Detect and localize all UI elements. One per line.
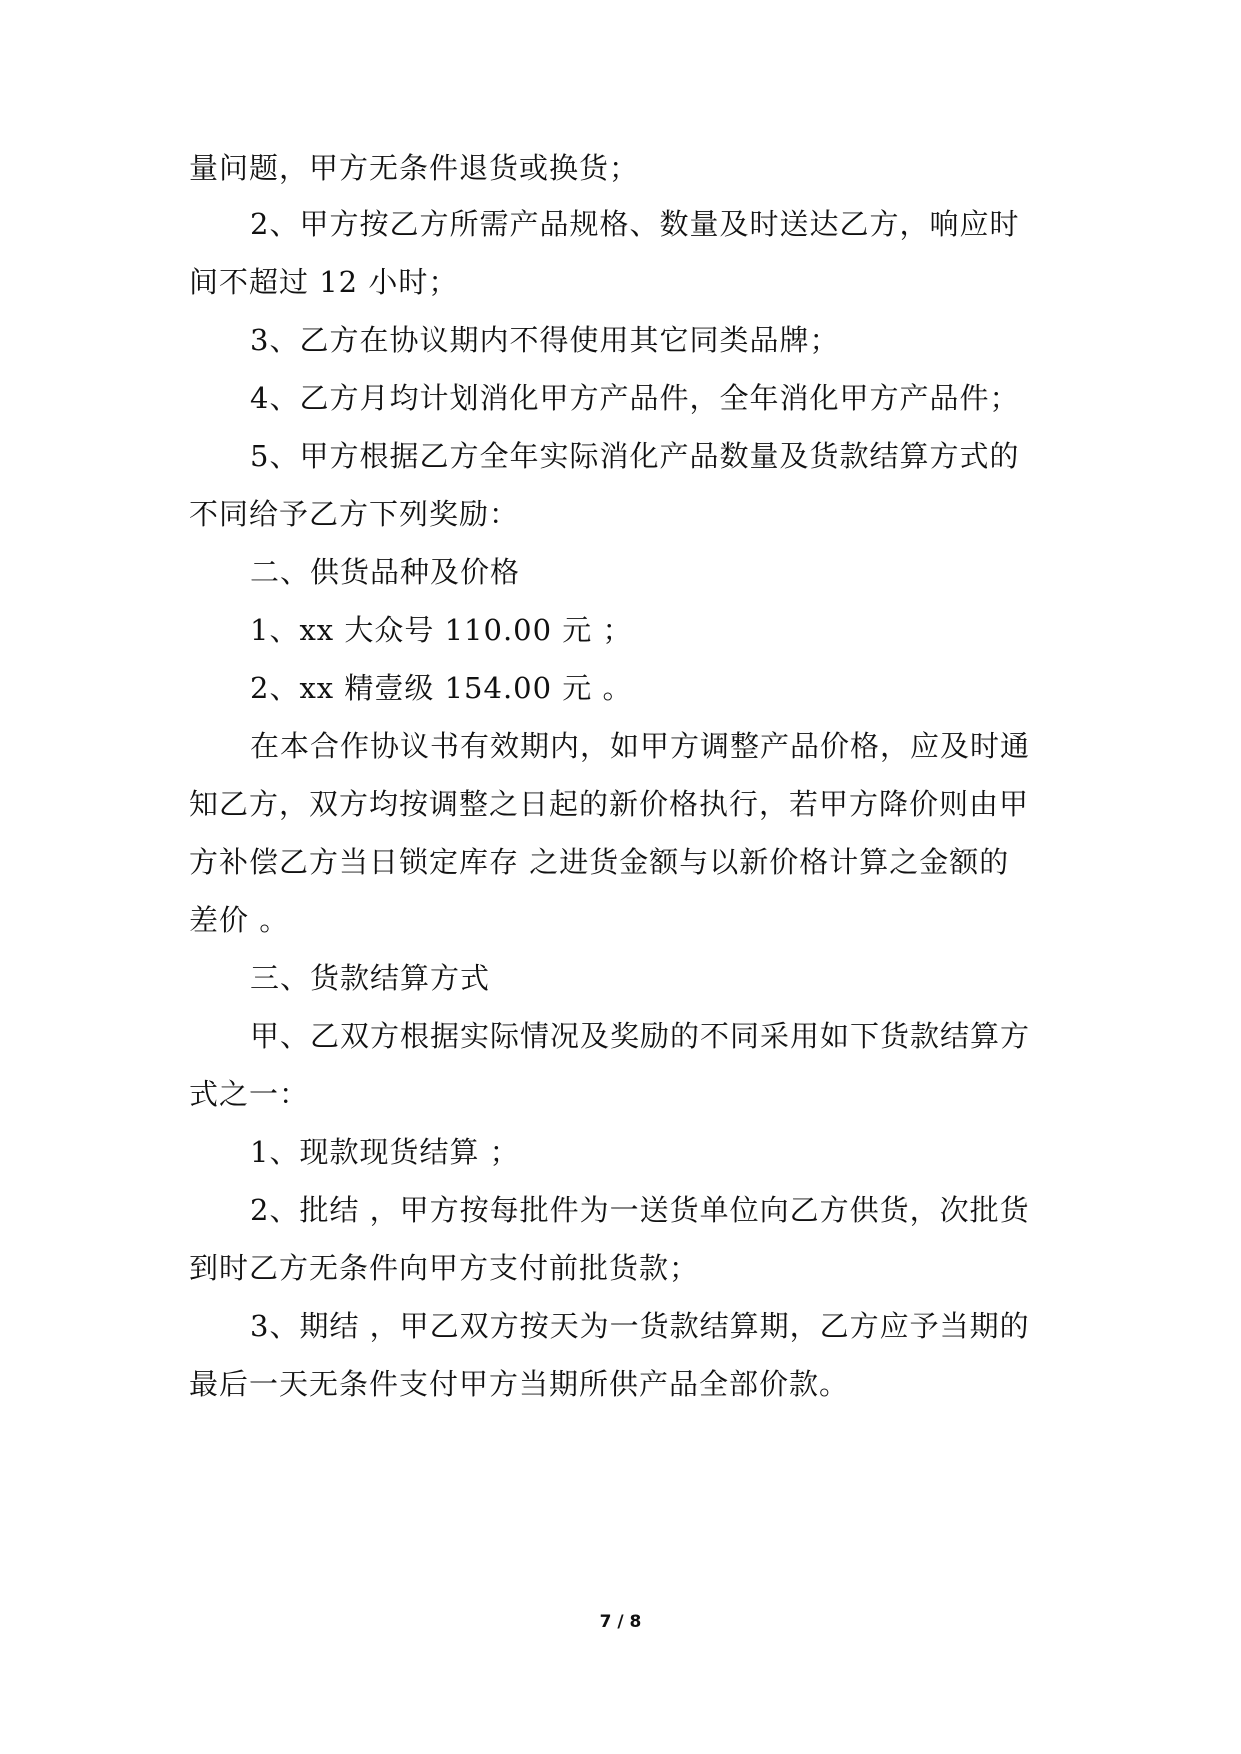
text-line: 间不超过 12 小时；: [189, 265, 459, 299]
page-number: 7 / 8: [599, 1612, 642, 1632]
text-line: 方补偿乙方当日锁定库存 之进货金额与以新价格计算之金额的: [189, 845, 1010, 879]
text-line: 式之一：: [189, 1077, 310, 1111]
text-line: 量问题，甲方无条件退货或换货；: [189, 151, 640, 185]
section-heading: 三、货款结算方式: [250, 961, 491, 995]
text-line: 不同给予乙方下列奖励：: [189, 497, 520, 531]
text-line: 差价 。: [189, 903, 290, 937]
text-line: 4、乙方月均计划消化甲方产品件，全年消化甲方产品件；: [250, 381, 1020, 415]
text-line: 到时乙方无条件向甲方支付前批货款；: [189, 1251, 700, 1285]
text-line: 5、甲方根据乙方全年实际消化产品数量及货款结算方式的: [250, 439, 1020, 473]
text-line: 在本合作协议书有效期内，如甲方调整产品价格，应及时通: [250, 729, 1031, 763]
text-line: 2、甲方按乙方所需产品规格、数量及时送达乙方，响应时: [250, 207, 1020, 241]
text-line: 最后一天无条件支付甲方当期所供产品全部价款。: [189, 1367, 850, 1401]
text-line: 知乙方，双方均按调整之日起的新价格执行，若甲方降价则由甲: [189, 787, 1030, 821]
text-line: 2、批结 ，甲方按每批件为一送货单位向乙方供货，次批货: [250, 1193, 1030, 1227]
text-line: 1、xx 大众号 110.00 元 ；: [250, 613, 633, 647]
section-heading: 二、供货品种及价格: [250, 555, 521, 589]
text-line: 甲、乙双方根据实际情况及奖励的不同采用如下货款结算方: [250, 1019, 1031, 1053]
text-line: 2、xx 精壹级 154.00 元 。: [250, 671, 633, 705]
text-line: 3、乙方在协议期内不得使用其它同类品牌；: [250, 323, 840, 357]
text-line: 3、期结 ，甲乙双方按天为一货款结算期，乙方应予当期的: [250, 1309, 1030, 1343]
text-line: 1、现款现货结算 ；: [250, 1135, 520, 1169]
